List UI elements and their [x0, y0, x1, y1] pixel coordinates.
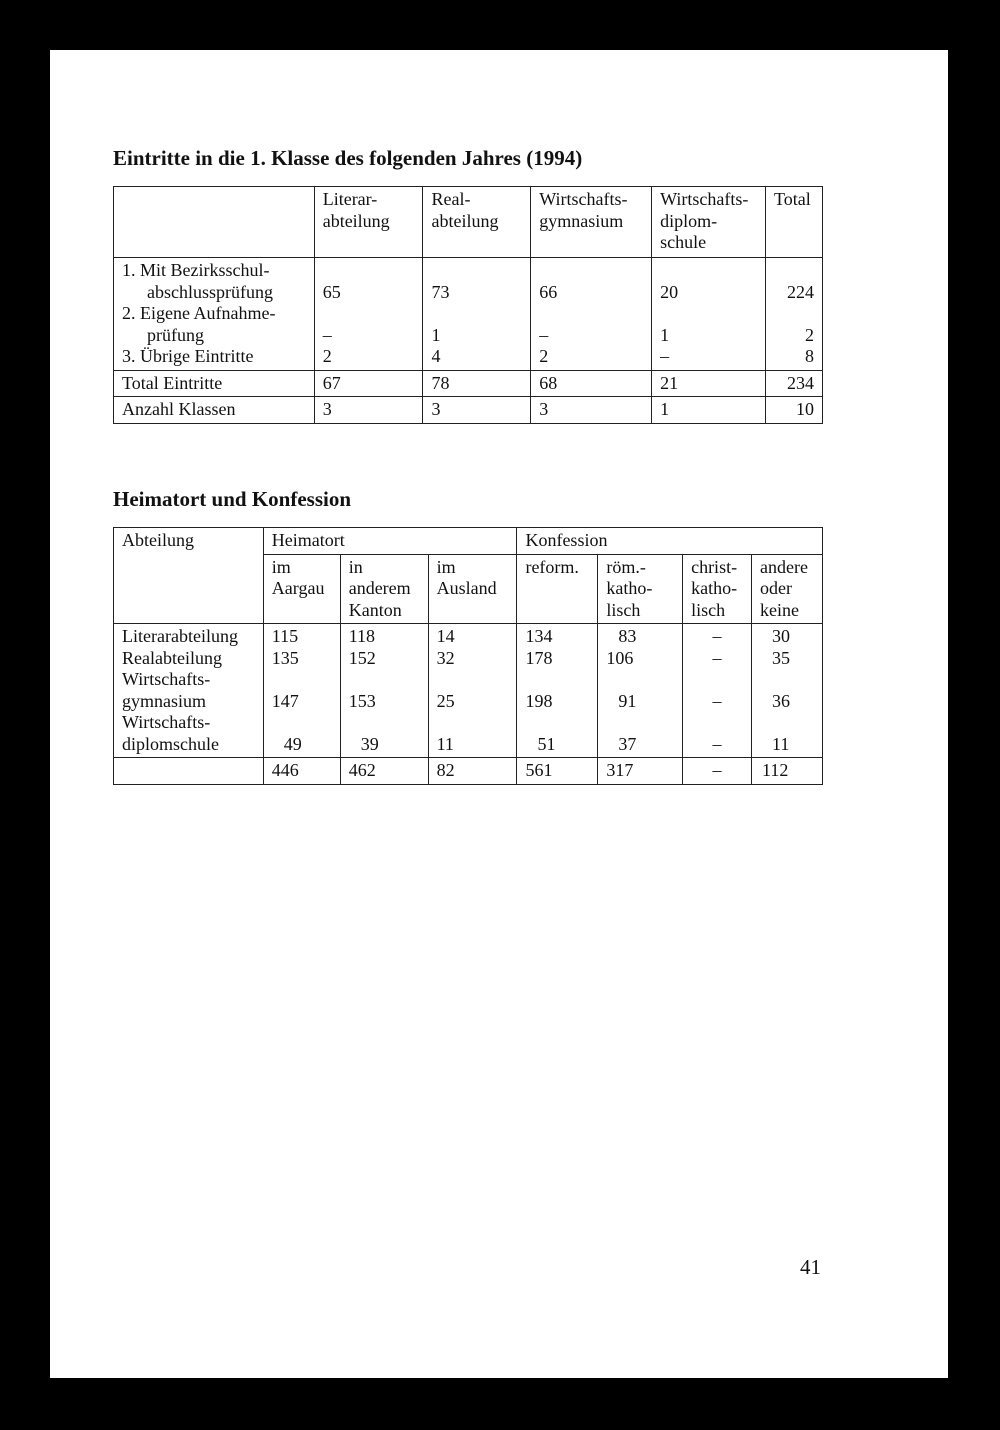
header-reform: reform.	[517, 554, 598, 624]
abteilung-labels: Literarabteilung Realabteilung Wirtschafts- gymnasium Wirtschafts- diplomschule	[114, 624, 264, 758]
header-total: Total	[765, 187, 822, 258]
header-realabteilung: Real- abteilung	[423, 187, 531, 258]
total-eintritte-row	[114, 370, 823, 397]
total-aargau: 446	[263, 758, 340, 785]
totals-empty-label	[114, 758, 264, 785]
eintritte-table	[113, 186, 823, 424]
total-reform: 561	[517, 758, 598, 785]
col-wirtschaftsgymnasium: 66 – 2	[531, 258, 652, 371]
total-ausland: 82	[428, 758, 517, 785]
col-wirtschaftsdiplomschule: 20 1 –	[652, 258, 766, 371]
header-anderem-kanton: in anderem Kanton	[340, 554, 428, 624]
document-page	[50, 50, 948, 1378]
total-widip: 21	[652, 370, 766, 397]
klassen-real: 3	[423, 397, 531, 424]
total-eintritte-label: Total Eintritte	[114, 370, 315, 397]
anzahl-klassen-label: Anzahl Klassen	[114, 397, 315, 424]
total-andere: 112	[752, 758, 823, 785]
header-literarabteilung: Literar- abteilung	[314, 187, 423, 258]
total-kanton: 462	[340, 758, 428, 785]
eintritte-body-row	[114, 258, 823, 371]
klassen-total: 10	[765, 397, 822, 424]
header-roem-katholisch: röm.- katho- lisch	[598, 554, 683, 624]
col-anderem-kanton: 118 152 153 39	[340, 624, 428, 758]
eintritte-row-labels: 1. Mit Bezirksschul- abschlussprüfung 2. Eigene Aufnahme- prüfung 3. Übrige Eintritte	[114, 258, 315, 371]
anzahl-klassen-row	[114, 397, 823, 424]
col-literarabteilung: 65 – 2	[314, 258, 423, 371]
klassen-wigym: 3	[531, 397, 652, 424]
col-roem-katholisch: 83 106 91 37	[598, 624, 683, 758]
col-im-ausland: 14 32 25 11	[428, 624, 517, 758]
eintritte-header-row	[114, 187, 823, 258]
total-christ: –	[683, 758, 752, 785]
section-title-eintritte: Eintritte in die 1. Klasse des folgenden Jahres (1994)	[113, 146, 583, 170]
total-literar: 67	[314, 370, 423, 397]
klassen-literar: 3	[314, 397, 423, 424]
col-christkatholisch: – – – –	[683, 624, 752, 758]
total-all: 234	[765, 370, 822, 397]
header-im-ausland: im Ausland	[428, 554, 517, 624]
total-roem: 317	[598, 758, 683, 785]
section-title-heimatort: Heimatort und Konfession	[113, 487, 352, 511]
klassen-widip: 1	[652, 397, 766, 424]
heimatort-header-row-1	[114, 528, 823, 555]
page-number: 41	[800, 1255, 821, 1279]
col-total: 224 2 8	[765, 258, 822, 371]
header-im-aargau: im Aargau	[263, 554, 340, 624]
header-wirtschaftsdiplomschule: Wirtschafts- diplom- schule	[652, 187, 766, 258]
col-im-aargau: 115 135 147 49	[263, 624, 340, 758]
heimatort-body-row	[114, 624, 823, 758]
col-realabteilung: 73 1 4	[423, 258, 531, 371]
header-abteilung: Abteilung	[114, 528, 264, 624]
total-wigym: 68	[531, 370, 652, 397]
header-andere-keine: andere oder keine	[752, 554, 823, 624]
total-real: 78	[423, 370, 531, 397]
header-christkatholisch: christ- katho- lisch	[683, 554, 752, 624]
empty-corner-cell	[114, 187, 315, 258]
header-wirtschaftsgymnasium: Wirtschafts- gymnasium	[531, 187, 652, 258]
header-heimatort: Heimatort	[263, 528, 517, 555]
col-reform: 134 178 198 51	[517, 624, 598, 758]
header-konfession: Konfession	[517, 528, 823, 555]
heimatort-konfession-table	[113, 527, 823, 785]
heimatort-totals-row	[114, 758, 823, 785]
col-andere-keine: 30 35 36 11	[752, 624, 823, 758]
